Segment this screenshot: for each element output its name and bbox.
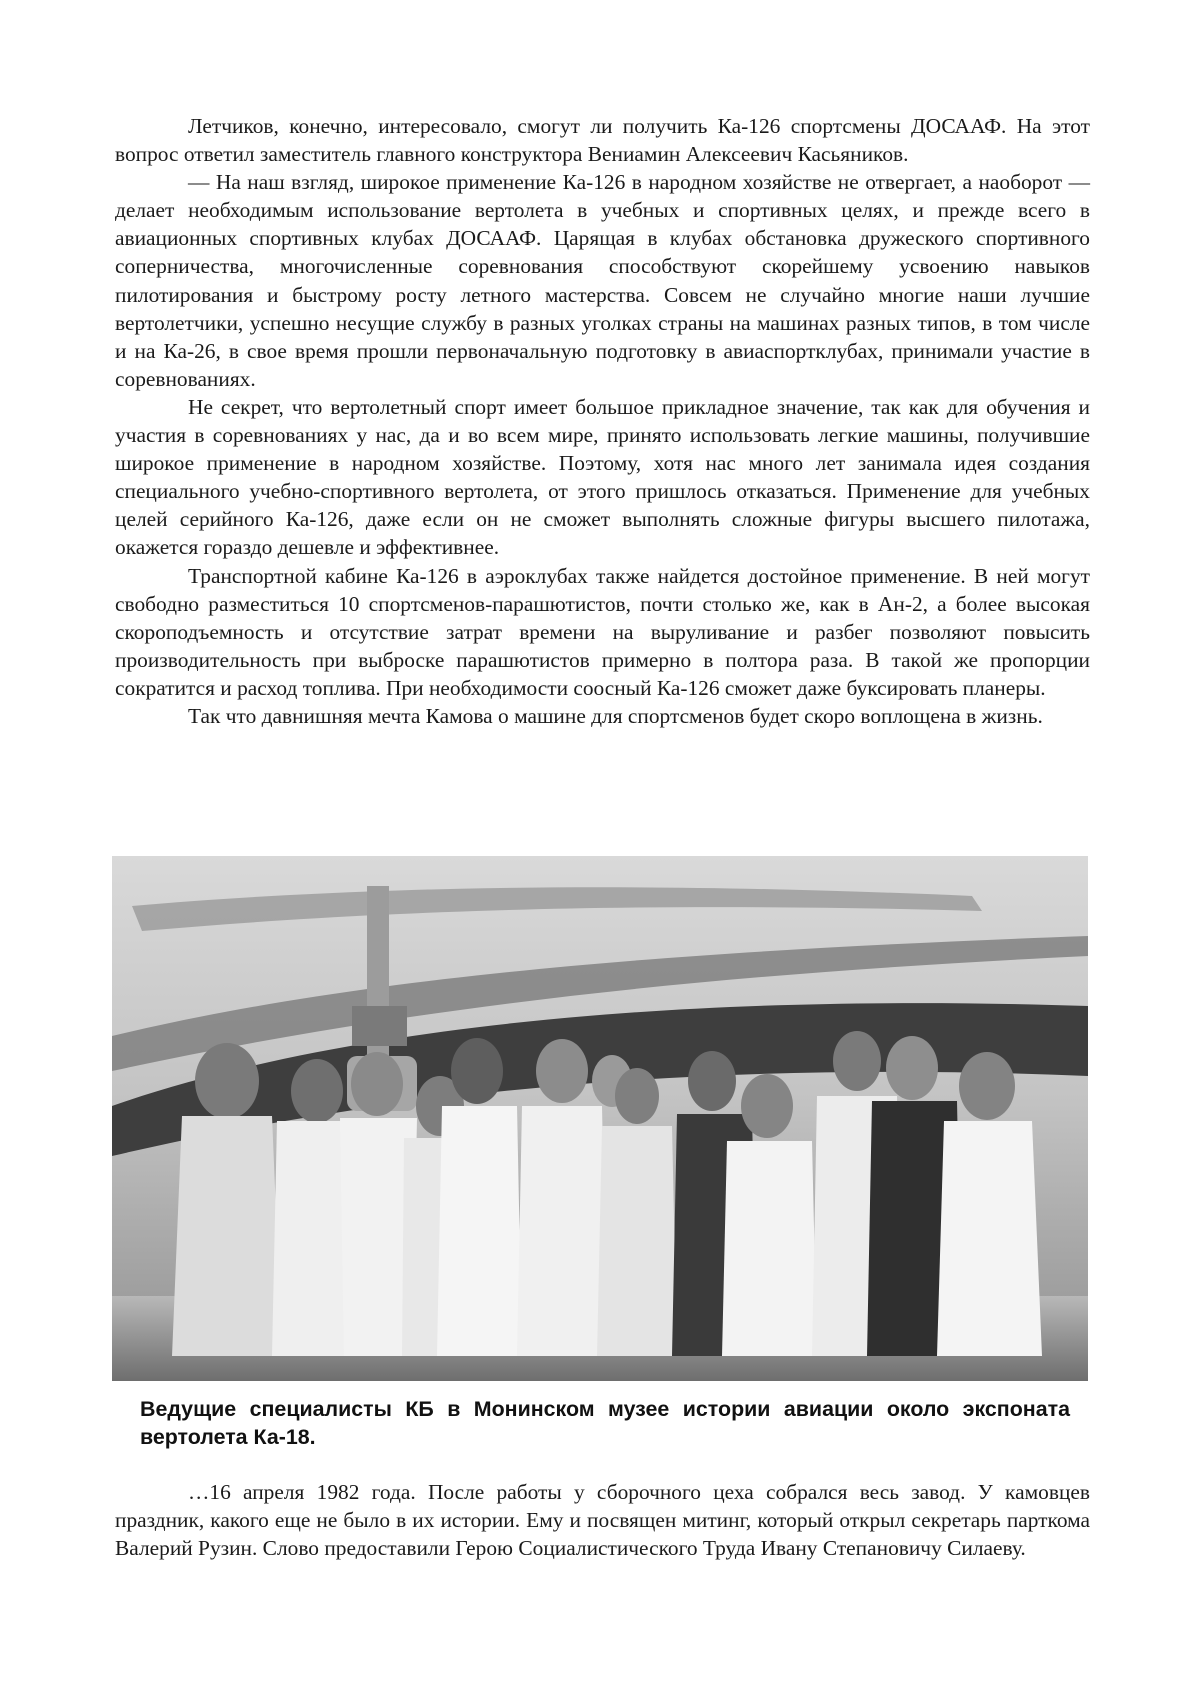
article-text-bottom <box>115 1478 1090 1562</box>
paragraph: Не секрет, что вертолетный спорт имеет большое прикладное значение, так как для обучения и участия в соревнованиях у нас, да и во всем мире, принято использовать легкие машины, получившие широкое применение в народном хозяйстве. Поэтому, хотя нас много лет занимала идея создания специального учебно-спортивного вертолета, от этого пришлось отказаться. Применение для учебных целей серийного Ка-126, даже если он не сможет выполнять сложные фигуры высшего пилотажа, окажется гораздо дешевле и эффективнее. <box>115 394 1090 560</box>
paragraph: …16 апреля 1982 года. После работы у сборочного цеха собрался весь завод. У камовцев праздник, какого еще не было в их истории. Ему и посвящен митинг, который открыл секретарь парткома Валерий Рузин. Слово предоставили Герою Социалистического Труда Ивану Степановичу Силаеву. <box>115 1480 1090 1561</box>
rotor-hub <box>352 1006 407 1046</box>
paragraph: Транспортной кабине Ка-126 в аэроклубах также найдется достойное применение. В ней могут свободно разместиться 10 спортсменов-парашютистов, почти столько же, как в Ан-2, а более высокая скороподъемность и отсутствие затрат времени на выруливание и разбег позволяют повысить производительность при выброске парашютистов примерно в полтора раза. В такой же пропорции сократится и расход топлива. При необходимости соосный Ка-126 сможет даже буксировать планеры. <box>115 563 1090 700</box>
paragraph: Летчиков, конечно, интересовало, смогут ли получить Ка-126 спортсмены ДОСААФ. На этот вопрос ответил заместитель главного конструктора Вениамин Алексеевич Касьяников. <box>115 114 1090 167</box>
group-photo <box>112 856 1088 1381</box>
photo-caption: Ведущие специалисты КБ в Монинском музее истории авиации около экспоната вертолета Ка-18. <box>140 1397 1070 1449</box>
group-photo-image <box>112 856 1088 1381</box>
article-text-top <box>115 112 1090 730</box>
paragraph: Так что давнишняя мечта Камова о машине для спортсменов будет скоро воплощена в жизнь. <box>188 703 1043 728</box>
people-group <box>172 1031 1042 1356</box>
paragraph: — На наш взгляд, широкое применение Ка-126 в народном хозяйстве не отвергает, а наоборот — делает необходимым использование вертолета в учебных и спортивных целях, и прежде всего в авиационных спортивных клубах ДОСААФ. Царящая в клубах обстановка дружеского спортивного соперничества, многочисленные соревнования способствуют скорейшему усвоению навыков пилотирования и быстрому росту летного мастерства. Совсем не случайно многие наши лучшие вертолетчики, успешно несущие службу в разных уголках страны на машинах разных типов, в том числе и на Ка-26, в свое время прошли первоначальную подготовку в авиаспортклубах, принимали участие в соревнованиях. <box>115 170 1090 391</box>
